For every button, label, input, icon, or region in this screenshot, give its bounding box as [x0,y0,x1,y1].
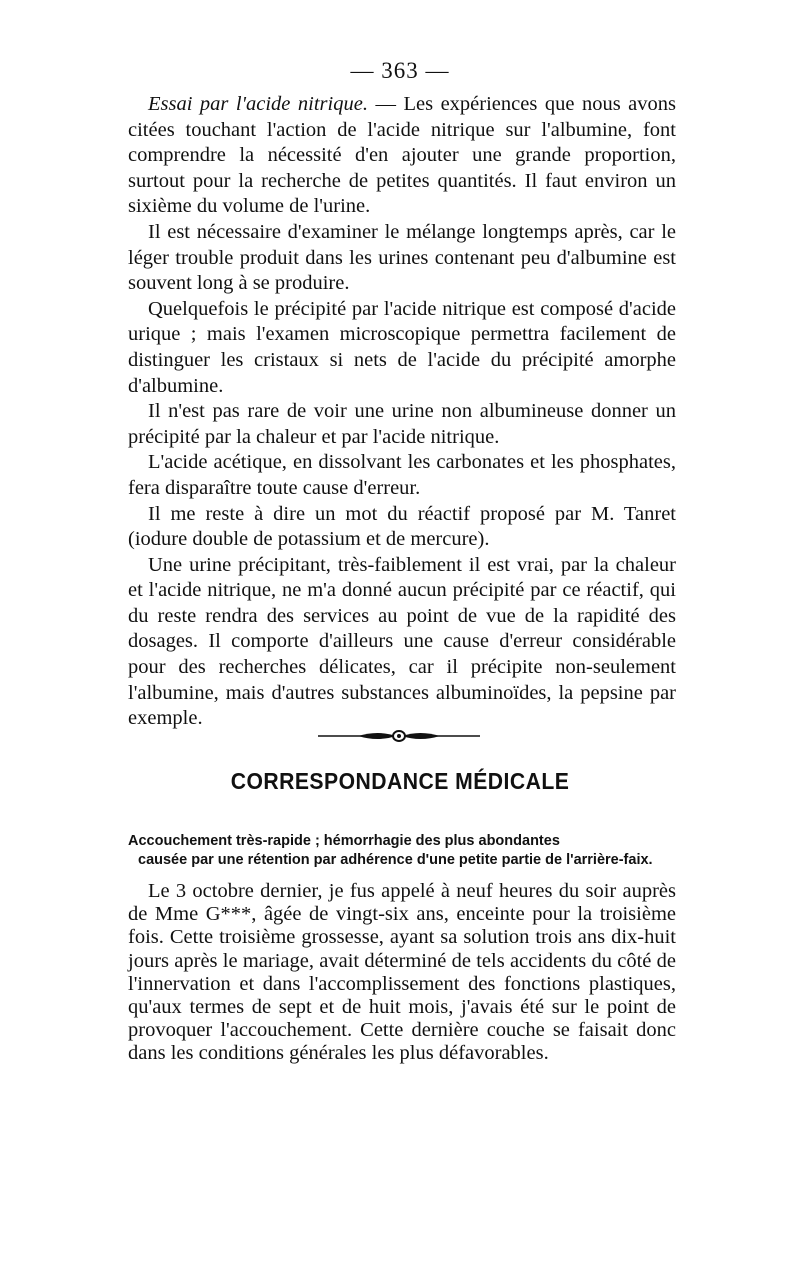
ornament-divider [318,727,480,745]
paragraph: Une urine précipitant, très-faiblement il est vrai, par la chaleur et l'acide nitrique, ne m'a donné aucun précipité par ce réactif, qui du reste rendra des services au point de vue de la rapidité des dosages. Il comporte d'ailleurs une cause d'erreur considérable pour des recherches délicates, car il précipite non-seulement l'albumine, mais d'autres substances albuminoïdes, la pepsine par exemple. [128,553,676,730]
section-acide-nitrique [128,92,676,732]
page-number: — 363 — [350,58,450,83]
paragraph: Quelquefois le précipité par l'acide nitrique est composé d'acide urique ; mais l'examen microscopique permettra facilement de distinguer les cristaux si nets de l'acide du précipité amorphe d'albumine. [128,297,676,397]
paragraph: Il est nécessaire d'examiner le mélange longtemps après, car le léger trouble produit dans les urines contenant peu d'albumine est souvent long à se produire. [128,220,676,295]
correspondance-text [128,880,676,1066]
subheading-line: causée par une rétention par adhérence d'une petite partie de l'arrière-faix. [138,852,653,868]
paragraph: L'acide acétique, en dissolvant les carbonates et les phosphates, fera disparaître toute cause d'erreur. [128,451,676,499]
section-heading: CORRESPONDANCE MÉDICALE [230,768,570,794]
paragraph: Le 3 octobre dernier, je fus appelé à neuf heures du soir auprès de Mme G***, âgée de vingt-six ans, enceinte pour la troisième fois. Cette troisième grossesse, ayant sa solution trois ans dix-huit jours après le mariage, avait déterminé de tels accidents du côté de l'innervation et dans l'accomplissement des fonctions plastiques, qu'aux termes de sept et de huit mois, j'avais été sur le point de provoquer l'accouchement. Cette dernière couche se faisait donc dans les conditions générales les plus défavorables. [128,880,676,1065]
article-subheading [128,832,676,870]
paragraph [128,92,676,220]
paragraph-text: — Les expériences que nous avons citées touchant l'action de l'acide nitrique sur l'albumine, font comprendre la nécessité d'en ajouter une grande proportion, surtout pour la recherche de petites quantités. Il faut environ un sixième du volume de l'urine. [128,93,677,218]
paragraph: Il me reste à dire un mot du réactif proposé par M. Tanret (iodure double de potassium et de mercure). [128,502,676,551]
subheading-line: Accouchement très-rapide ; hémorrhagie des plus abondantes [128,833,560,849]
section-title: Essai par l'acide nitrique. [148,93,368,115]
paragraph: Il n'est pas rare de voir une urine non albumineuse donner un précipité par la chaleur et par l'acide nitrique. [128,400,676,448]
